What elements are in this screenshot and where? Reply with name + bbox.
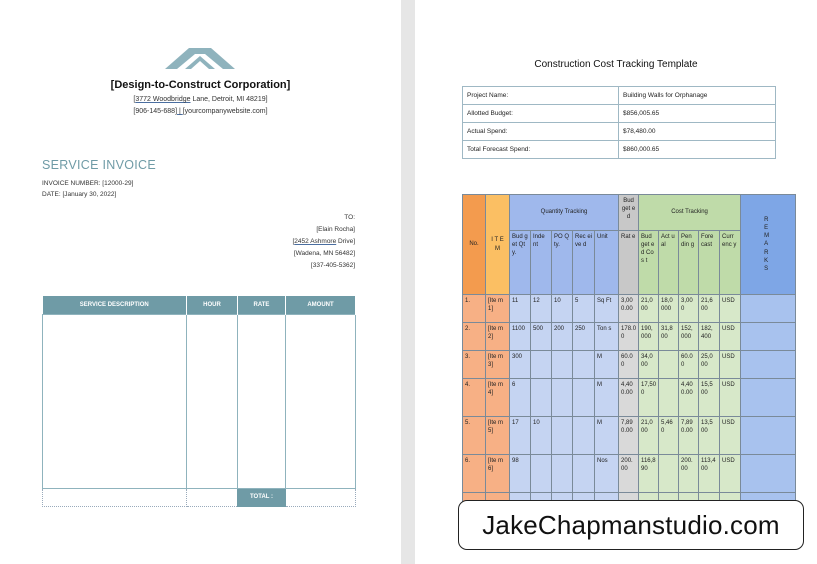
company-contact: [906-145-688] | [yourcompanywebsite.com] xyxy=(133,108,268,115)
row-actual[interactable]: 5,46 0 xyxy=(659,417,679,455)
row-rate[interactable]: 200. 00 xyxy=(619,455,639,493)
header-po-qty: PO Qty. xyxy=(552,231,573,295)
amount-cell[interactable] xyxy=(286,314,356,488)
row-rate[interactable]: 60.0 0 xyxy=(619,351,639,379)
header-no: No. xyxy=(463,195,486,295)
footer-blank xyxy=(187,488,238,506)
row-po-qty[interactable] xyxy=(552,379,573,417)
table-row xyxy=(463,417,796,455)
project-name-value[interactable]: Building Walls for Orphanage xyxy=(619,87,776,105)
row-pending[interactable]: 3,00 0 xyxy=(679,295,699,323)
hour-cell[interactable] xyxy=(187,314,238,488)
row-budgeted-cost[interactable]: 116,8 90 xyxy=(639,455,659,493)
header-unit: Unit xyxy=(595,231,619,295)
row-po-qty[interactable] xyxy=(552,455,573,493)
row-item[interactable]: [Ite m 2] xyxy=(486,323,510,351)
row-indent[interactable] xyxy=(531,351,552,379)
header-pending: Pen din g xyxy=(679,231,699,295)
col-service-description: SERVICE DESCRIPTION xyxy=(43,296,187,314)
row-actual[interactable] xyxy=(659,379,679,417)
row-budget-qty[interactable]: 17 xyxy=(510,417,531,455)
invoice-table xyxy=(42,296,356,507)
header-received: Rec eive d xyxy=(573,231,595,295)
row-indent[interactable]: 12 xyxy=(531,295,552,323)
row-budget-qty[interactable]: 98 xyxy=(510,455,531,493)
total-value[interactable] xyxy=(286,488,356,506)
header-budgeted: Bud get ed xyxy=(619,195,639,231)
row-unit[interactable]: M xyxy=(595,417,619,455)
row-no: 3. xyxy=(463,351,486,379)
col-hour: HOUR xyxy=(187,296,238,314)
row-indent[interactable] xyxy=(531,455,552,493)
actual-spend-value[interactable]: $78,480.00 xyxy=(619,123,776,141)
row-currency[interactable]: USD xyxy=(720,351,741,379)
row-pending[interactable]: 7,89 0.00 xyxy=(679,417,699,455)
allotted-budget-label: Allotted Budget: xyxy=(463,105,619,123)
table-row xyxy=(463,455,796,493)
row-received[interactable] xyxy=(573,455,595,493)
row-currency[interactable]: USD xyxy=(720,323,741,351)
bill-to-phone: [337-405-5362] xyxy=(310,262,355,269)
row-rate[interactable]: 178.0 0 xyxy=(619,323,639,351)
watermark-label: JakeChapmanstudio.com xyxy=(458,500,804,550)
row-rate[interactable]: 3,00 0.00 xyxy=(619,295,639,323)
cost-tracking-grid xyxy=(462,194,796,521)
row-no: 6. xyxy=(463,455,486,493)
bill-to-street: [2452 Ashmore Drive] xyxy=(292,238,355,245)
header-rate: Rat e xyxy=(619,231,639,295)
row-received[interactable] xyxy=(573,351,595,379)
allotted-budget-value[interactable]: $856,005.65 xyxy=(619,105,776,123)
header-indent: Inde nt xyxy=(531,231,552,295)
row-budgeted-cost[interactable]: 21,0 00 xyxy=(639,417,659,455)
row-budget-qty[interactable]: 300 xyxy=(510,351,531,379)
project-summary-table xyxy=(462,86,776,159)
row-forecast[interactable]: 13,5 00 xyxy=(699,417,720,455)
row-no: 1. xyxy=(463,295,486,323)
actual-spend-label: Actual Spend: xyxy=(463,123,619,141)
description-cell[interactable] xyxy=(43,314,187,488)
row-forecast[interactable]: 21,6 00 xyxy=(699,295,720,323)
row-received[interactable] xyxy=(573,417,595,455)
row-received[interactable]: 5 xyxy=(573,295,595,323)
forecast-spend-value[interactable]: $860,000.65 xyxy=(619,141,776,159)
header-currency: Curr enc y xyxy=(720,231,741,295)
row-actual[interactable] xyxy=(659,351,679,379)
row-budget-qty[interactable]: 6 xyxy=(510,379,531,417)
invoice-date: DATE: [January 30, 2022] xyxy=(42,191,117,198)
header-remarks: R E M A R K S xyxy=(741,195,796,295)
project-name-label: Project Name: xyxy=(463,87,619,105)
footer-blank xyxy=(43,488,187,506)
row-forecast[interactable]: 25,0 00 xyxy=(699,351,720,379)
row-item[interactable]: [Ite m 4] xyxy=(486,379,510,417)
rate-cell[interactable] xyxy=(238,314,286,488)
row-forecast[interactable]: 113,4 00 xyxy=(699,455,720,493)
row-remarks[interactable] xyxy=(741,323,796,351)
cost-tracking-page xyxy=(415,0,817,564)
row-no: 5. xyxy=(463,417,486,455)
invoice-title: SERVICE INVOICE xyxy=(42,158,157,172)
row-budgeted-cost[interactable]: 17,50 0 xyxy=(639,379,659,417)
row-currency[interactable]: USD xyxy=(720,455,741,493)
row-indent[interactable] xyxy=(531,379,552,417)
header-budget-qty: Bud get Qty. xyxy=(510,231,531,295)
company-address: [3772 Woodbridge Lane, Detroit, MI 48219] xyxy=(133,96,268,103)
col-rate: RATE xyxy=(238,296,286,314)
tracker-title: Construction Cost Tracking Template xyxy=(534,59,698,70)
table-row xyxy=(463,379,796,417)
row-unit[interactable]: Ton s xyxy=(595,323,619,351)
row-remarks[interactable] xyxy=(741,351,796,379)
invoice-page xyxy=(0,0,401,564)
row-budget-qty[interactable]: 11 xyxy=(510,295,531,323)
row-currency[interactable]: USD xyxy=(720,295,741,323)
row-actual[interactable]: 31,8 00 xyxy=(659,323,679,351)
row-po-qty[interactable]: 200 xyxy=(552,323,573,351)
invoice-number: INVOICE NUMBER: [12000-29] xyxy=(42,180,134,187)
row-budget-qty[interactable]: 1100 xyxy=(510,323,531,351)
row-po-qty[interactable] xyxy=(552,351,573,379)
header-cost-tracking: Cost Tracking xyxy=(639,195,741,231)
row-unit[interactable]: Nos xyxy=(595,455,619,493)
row-item[interactable]: [Ite m 3] xyxy=(486,351,510,379)
row-forecast[interactable]: 15,5 00 xyxy=(699,379,720,417)
forecast-spend-label: Total Forecast Spend: xyxy=(463,141,619,159)
house-roof-logo-icon xyxy=(165,47,235,71)
row-pending[interactable]: 200. 00 xyxy=(679,455,699,493)
total-label: TOTAL : xyxy=(238,488,286,506)
header-item: I T E M xyxy=(486,195,510,295)
row-actual[interactable] xyxy=(659,455,679,493)
row-item[interactable]: [Ite m 5] xyxy=(486,417,510,455)
row-currency[interactable]: USD xyxy=(720,379,741,417)
table-row xyxy=(463,323,796,351)
row-indent[interactable]: 10 xyxy=(531,417,552,455)
row-budgeted-cost[interactable]: 34,0 00 xyxy=(639,351,659,379)
company-name: [Design-to-Construct Corporation] xyxy=(110,79,291,91)
header-forecast: Fore cast xyxy=(699,231,720,295)
header-actual: Act ual xyxy=(659,231,679,295)
row-currency[interactable]: USD xyxy=(720,417,741,455)
header-quantity-tracking: Quantity Tracking xyxy=(510,195,619,231)
row-pending[interactable]: 152, 000 xyxy=(679,323,699,351)
row-rate[interactable]: 4,40 0.00 xyxy=(619,379,639,417)
row-item[interactable]: [Ite m 6] xyxy=(486,455,510,493)
row-budgeted-cost[interactable]: 21,0 00 xyxy=(639,295,659,323)
row-pending[interactable]: 4,40 0.00 xyxy=(679,379,699,417)
row-budgeted-cost[interactable]: 190, 000 xyxy=(639,323,659,351)
bill-to-name: [Elain Rocha] xyxy=(316,226,355,233)
row-item[interactable]: [Ite m 1] xyxy=(486,295,510,323)
row-rate[interactable]: 7,89 0.00 xyxy=(619,417,639,455)
row-unit[interactable]: M xyxy=(595,351,619,379)
row-indent[interactable]: 500 xyxy=(531,323,552,351)
row-remarks[interactable] xyxy=(741,455,796,493)
col-amount: AMOUNT xyxy=(286,296,356,314)
row-actual[interactable]: 18,0 000 xyxy=(659,295,679,323)
bill-to-city: [Wadena, MN 56482] xyxy=(293,250,355,257)
row-unit[interactable]: Sq Ft xyxy=(595,295,619,323)
row-po-qty[interactable]: 10 xyxy=(552,295,573,323)
header-budgeted-cost: Bud get ed Cos t xyxy=(639,231,659,295)
table-row xyxy=(463,351,796,379)
row-pending[interactable]: 60.0 0 xyxy=(679,351,699,379)
row-po-qty[interactable] xyxy=(552,417,573,455)
row-forecast[interactable]: 182, 400 xyxy=(699,323,720,351)
bill-to-label: TO: xyxy=(344,214,355,221)
row-remarks[interactable] xyxy=(741,417,796,455)
row-received[interactable]: 250 xyxy=(573,323,595,351)
page-gap xyxy=(401,0,415,564)
row-unit[interactable]: M xyxy=(595,379,619,417)
row-no: 4. xyxy=(463,379,486,417)
table-row xyxy=(463,295,796,323)
row-no: 2. xyxy=(463,323,486,351)
row-received[interactable] xyxy=(573,379,595,417)
row-remarks[interactable] xyxy=(741,379,796,417)
row-remarks[interactable] xyxy=(741,295,796,323)
